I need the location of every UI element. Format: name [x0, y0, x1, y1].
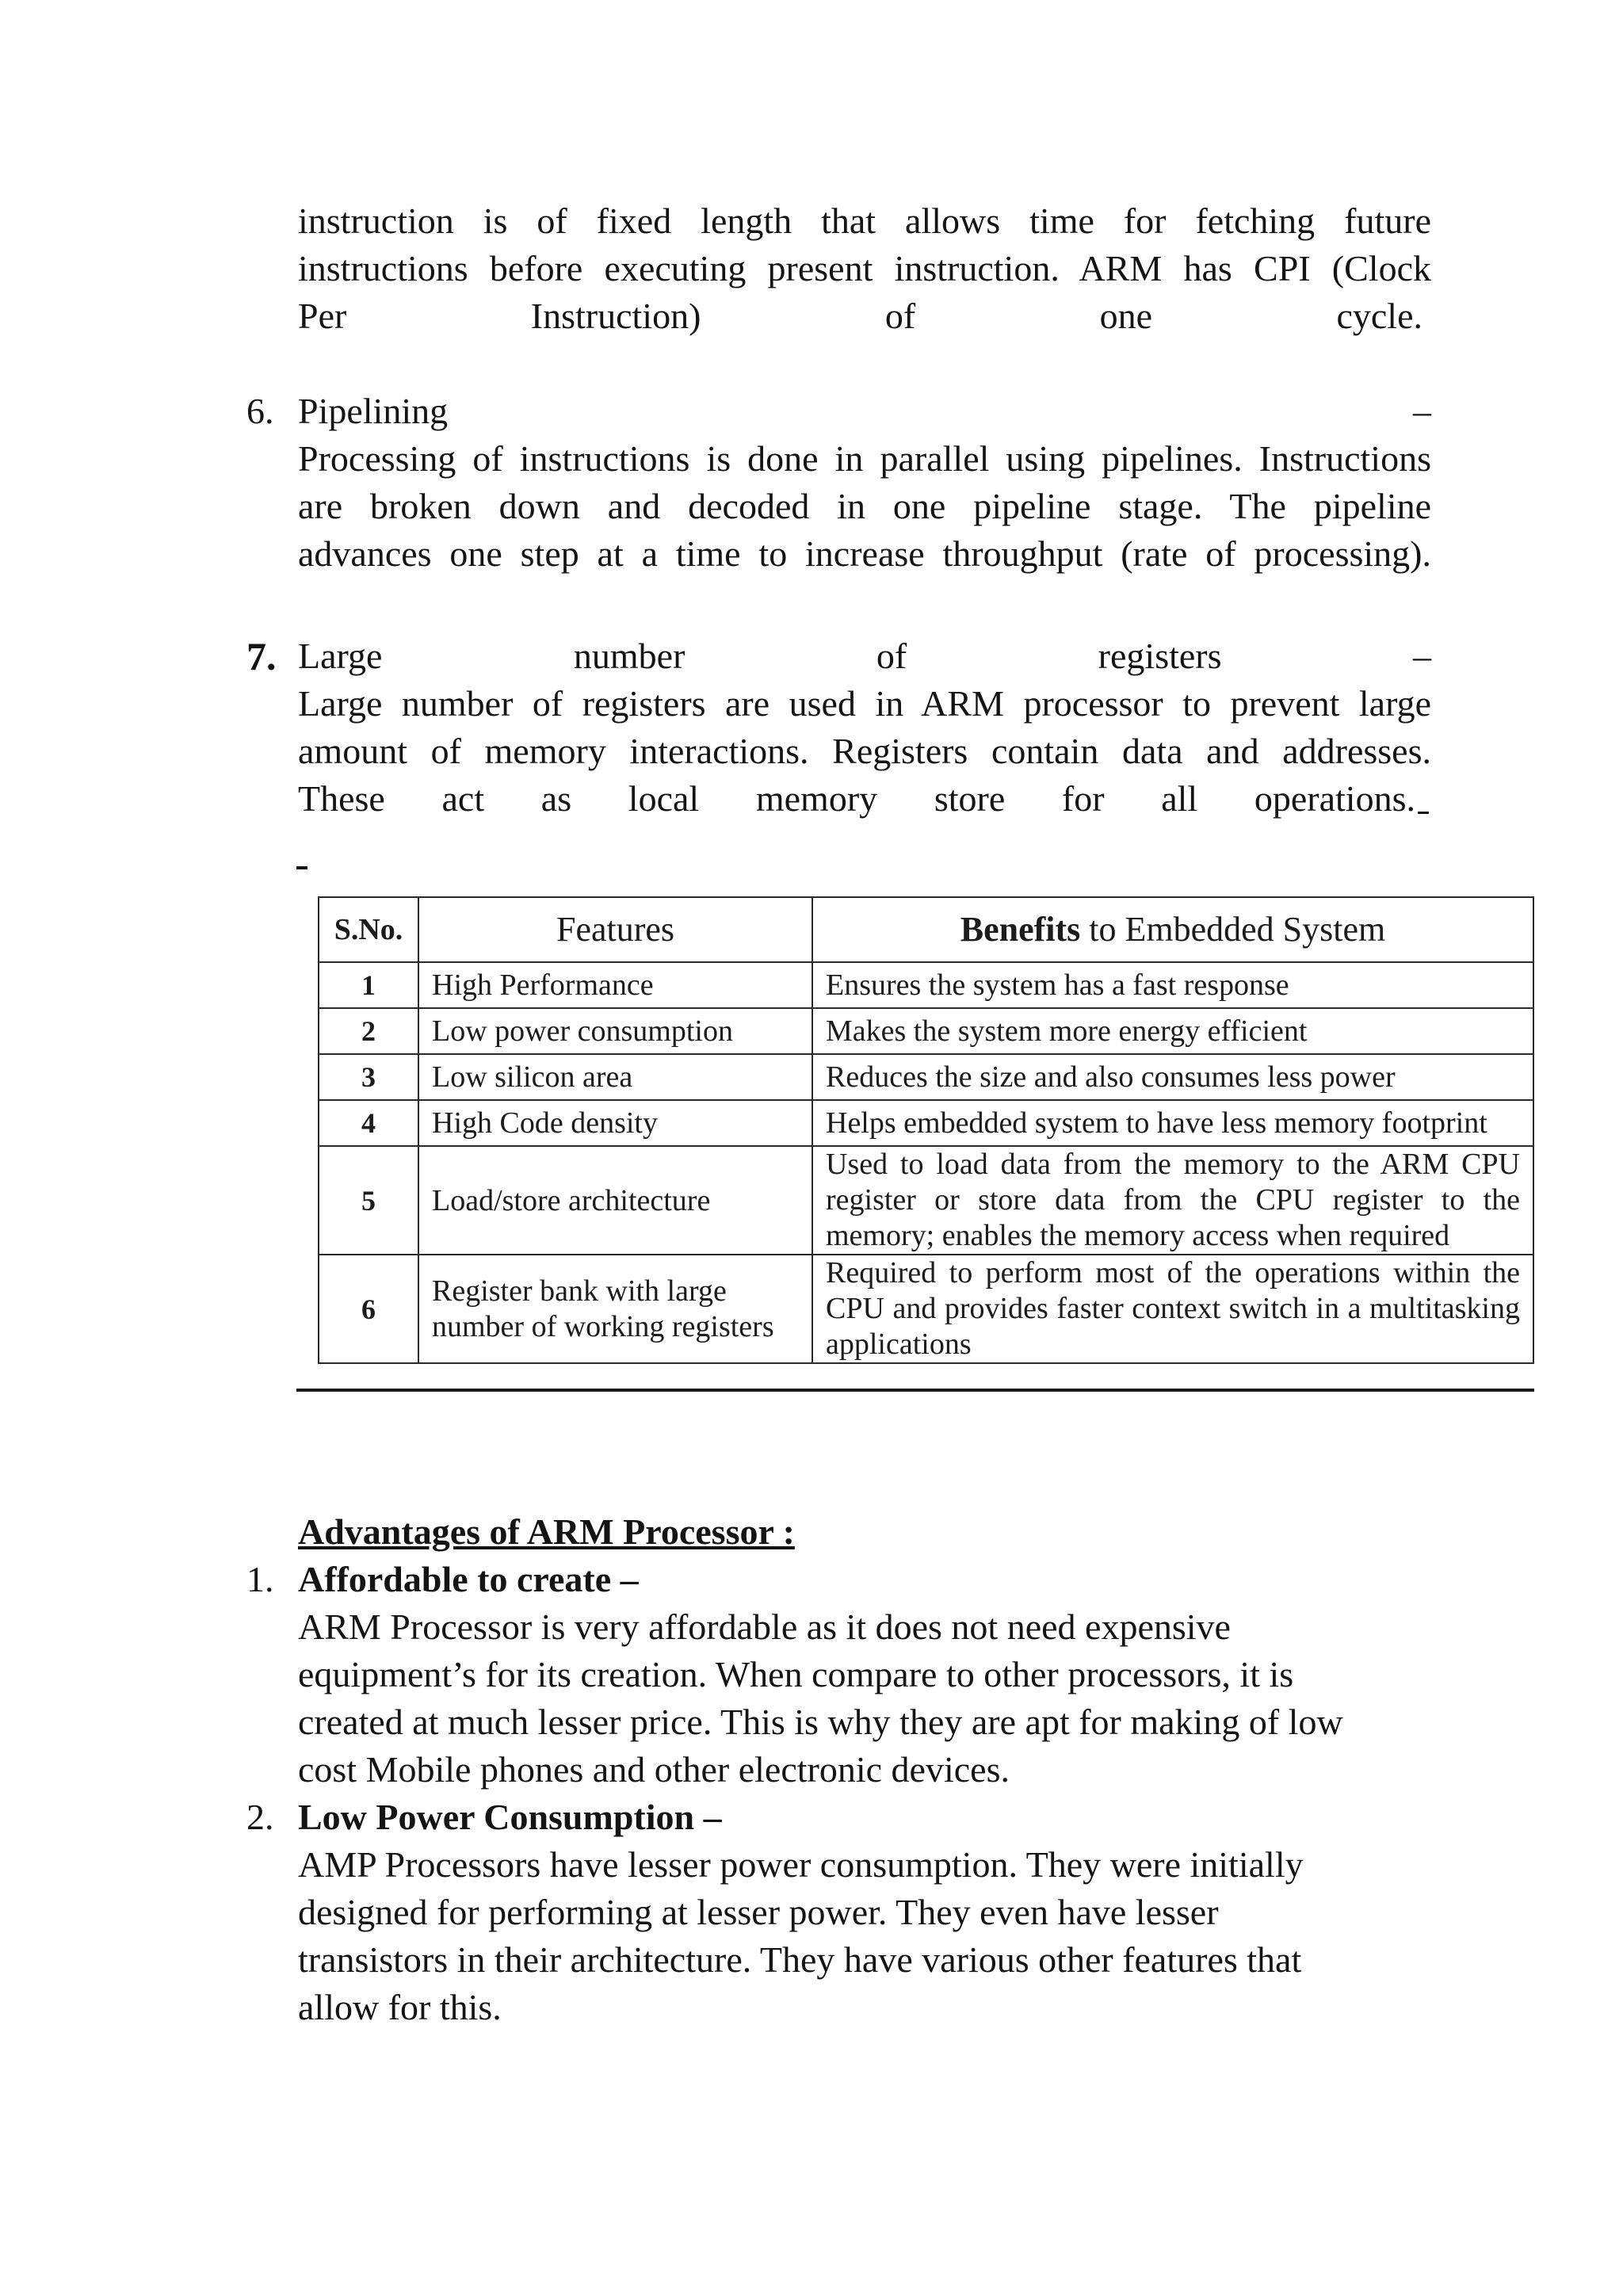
item7-block	[298, 632, 1431, 823]
item7-heading-line	[298, 632, 1431, 680]
text-line: ARM Processor is very affordable as it does not need expensive	[298, 1606, 1231, 1647]
table-row	[319, 1054, 1533, 1100]
text-line: transistors in their architecture. They have various other features that	[298, 1939, 1302, 1980]
header-benefits-rest: to Embedded System	[1080, 910, 1386, 949]
adv2-number: 2.	[246, 1797, 274, 1837]
cell-sno: 3	[319, 1054, 418, 1100]
table-row	[319, 1100, 1533, 1146]
cell-feature: Low power consumption	[418, 1008, 812, 1054]
item5-continuation	[298, 197, 1431, 340]
cell-sno: 5	[319, 1146, 418, 1255]
cell-feature: High Code density	[418, 1100, 812, 1146]
item6-heading-line	[298, 388, 1431, 435]
text-line: Processing of instructions is done in parallel using pipelines. Instructions	[298, 438, 1431, 479]
table-row	[319, 962, 1533, 1008]
cell-sno: 2	[319, 1008, 418, 1054]
adv1-title: Affordable to create –	[298, 1559, 639, 1599]
text-line: created at much lesser price. This is why they are apt for making of low	[298, 1702, 1343, 1742]
text-line: advances one step at a time to increase throughput (rate of processing).	[298, 533, 1431, 574]
item6-number: 6.	[246, 391, 274, 431]
adv1-number: 1.	[246, 1559, 274, 1599]
adv2-title: Low Power Consumption –	[298, 1797, 722, 1837]
table-header-row	[319, 897, 1533, 962]
cell-benefit: Used to load data from the memory to the ARM CPU register or store data from the CPU register to the memory; enables the memory access when required	[812, 1146, 1533, 1255]
table-row	[319, 1255, 1533, 1363]
text-line: allow for this.	[298, 1987, 502, 2027]
table-row	[319, 1146, 1533, 1255]
cell-sno: 1	[319, 962, 418, 1008]
text-line: instructions before executing present instruction. ARM has CPI (Clock	[298, 248, 1431, 288]
text-line: designed for performing at lesser power. They even have lesser	[298, 1892, 1219, 1932]
header-features: Features	[418, 897, 812, 962]
advantages-heading: Advantages of ARM Processor :	[298, 1511, 795, 1552]
cell-benefit: Helps embedded system to have less memory footprint	[812, 1100, 1533, 1146]
features-table	[318, 896, 1534, 1364]
cell-feature: Load/store architecture	[418, 1146, 812, 1255]
item6-block	[298, 388, 1431, 578]
text-line: AMP Processors have lesser power consumption. They were initially	[298, 1844, 1304, 1885]
item6-dash: –	[1413, 391, 1431, 431]
cell-feature: Low silicon area	[418, 1054, 812, 1100]
item7-number: 7.	[246, 634, 277, 678]
cell-feature: High Performance	[418, 962, 812, 1008]
cell-benefit: Required to perform most of the operations within the CPU and provides faster context switch in a multitasking applications	[812, 1255, 1533, 1363]
text-line: instruction is of fixed length that allows time for fetching future	[298, 201, 1431, 241]
cell-sno: 6	[319, 1255, 418, 1363]
item7-dash: –	[1413, 636, 1432, 676]
cell-sno: 4	[319, 1100, 418, 1146]
text-line: Per Instruction) of one cycle.	[298, 296, 1423, 336]
item7-title: Large number of registers	[298, 636, 1222, 676]
adv1-block	[298, 1556, 1431, 1794]
header-benefits	[812, 897, 1533, 962]
text-line: Large number of registers are used in ARM processor to prevent large	[298, 683, 1431, 724]
underline-mark	[1418, 812, 1429, 814]
text-line: are broken down and decoded in one pipeline stage. The pipeline	[298, 486, 1431, 526]
cell-benefit: Reduces the size and also consumes less power	[812, 1054, 1533, 1100]
text-line: cost Mobile phones and other electronic devices.	[298, 1749, 1010, 1790]
adv2-block	[298, 1794, 1431, 2031]
text-line: These act as local memory store for all operations.	[298, 778, 1415, 819]
header-benefits-bold: Benefits	[960, 910, 1081, 949]
table-row	[319, 1008, 1533, 1054]
cell-benefit: Makes the system more energy efficient	[812, 1008, 1533, 1054]
item6-title: Pipelining	[298, 391, 449, 431]
header-sno: S.No.	[319, 897, 418, 962]
text-line: equipment’s for its creation. When compare to other processors, it is	[298, 1654, 1294, 1694]
horizontal-rule	[296, 1389, 1534, 1392]
cell-feature: Register bank with large number of working registers	[418, 1255, 812, 1363]
cell-benefit: Ensures the system has a fast response	[812, 962, 1533, 1008]
stray-dash-mark	[296, 866, 307, 869]
text-line: amount of memory interactions. Registers contain data and addresses.	[298, 731, 1431, 771]
